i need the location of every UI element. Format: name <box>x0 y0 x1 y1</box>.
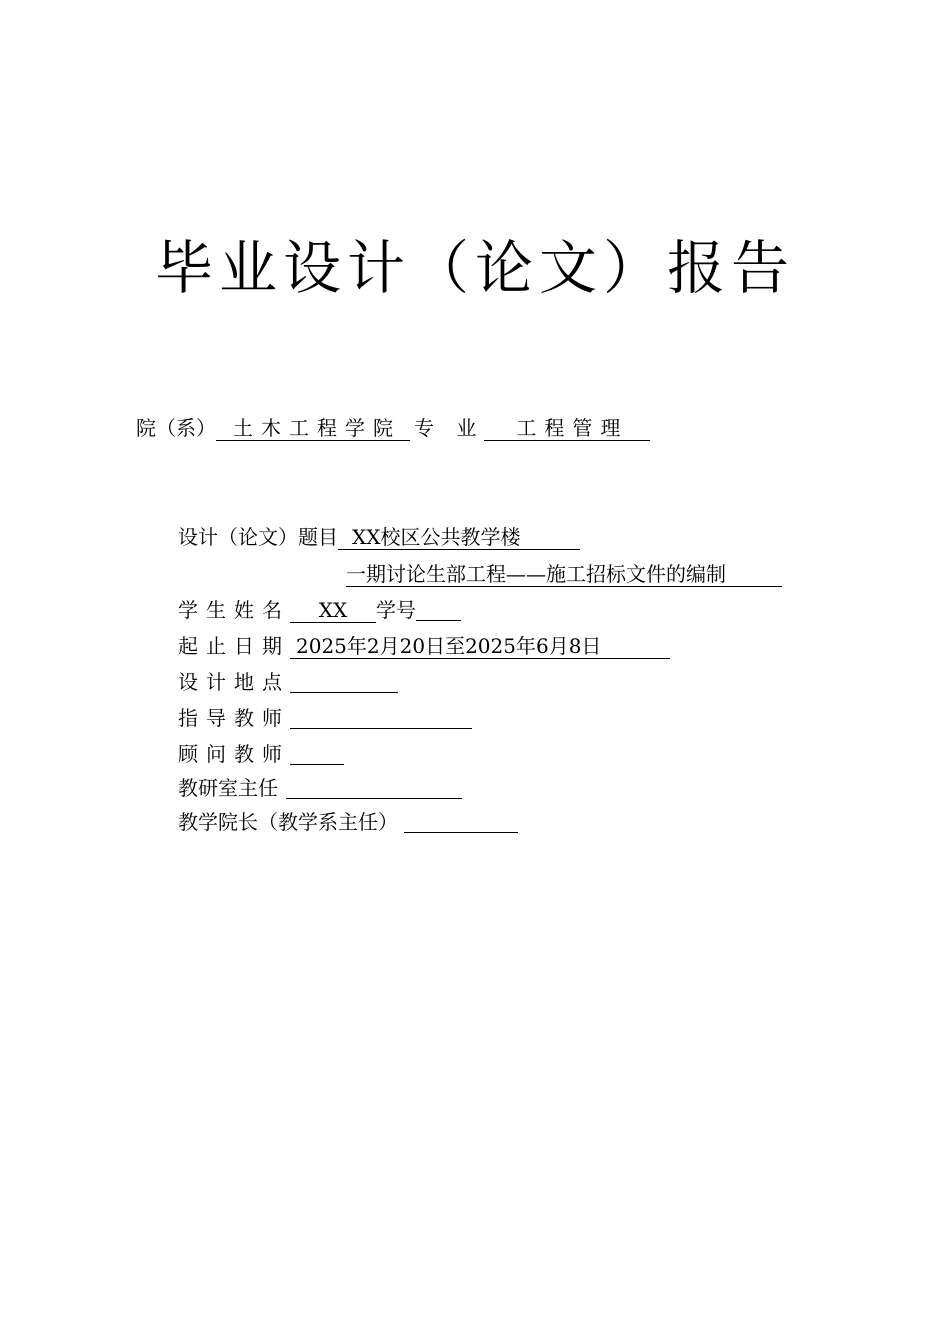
advisor-row <box>178 704 472 732</box>
student-number-label: 学号 <box>376 598 416 622</box>
department-value: 土木工程学院 <box>216 416 410 441</box>
advisor-blank <box>290 704 472 729</box>
consultant-blank <box>290 740 344 765</box>
report-title: 毕业设计（论文）报告 <box>154 234 795 302</box>
major-label: 专 业 <box>414 416 485 440</box>
dean-blank <box>404 808 518 833</box>
dean-label: 教学院长（教学系主任） <box>178 810 398 834</box>
student-name-label: 学生姓名 <box>178 598 290 622</box>
location-label: 设计地点 <box>178 670 290 694</box>
consultant-row <box>178 740 344 768</box>
dates-row <box>178 632 670 660</box>
student-row <box>178 596 461 624</box>
lab-head-row <box>178 774 462 802</box>
student-name-value: XX <box>290 598 376 623</box>
topic-row <box>178 523 580 551</box>
major-value: 工程管理 <box>484 416 650 441</box>
dates-label: 起止日期 <box>178 634 290 658</box>
lab-head-label: 教研室主任 <box>178 776 278 800</box>
topic-row-2 <box>346 560 782 588</box>
department-row <box>136 414 650 442</box>
dean-row <box>178 808 518 836</box>
consultant-label: 顾问教师 <box>178 742 290 766</box>
topic-line-1: XX校区公共教学楼 <box>338 525 580 550</box>
student-number-blank <box>416 596 461 621</box>
topic-label: 设计（论文）题目 <box>178 525 338 549</box>
location-row <box>178 668 398 696</box>
advisor-label: 指导教师 <box>178 706 290 730</box>
dates-value: 2025年2月20日至2025年6月8日 <box>290 634 670 659</box>
lab-head-blank <box>286 774 462 799</box>
location-blank <box>290 668 398 693</box>
department-label: 院（系） <box>136 416 216 440</box>
topic-line-2: 一期讨论生部工程——施工招标文件的编制 <box>346 562 782 587</box>
